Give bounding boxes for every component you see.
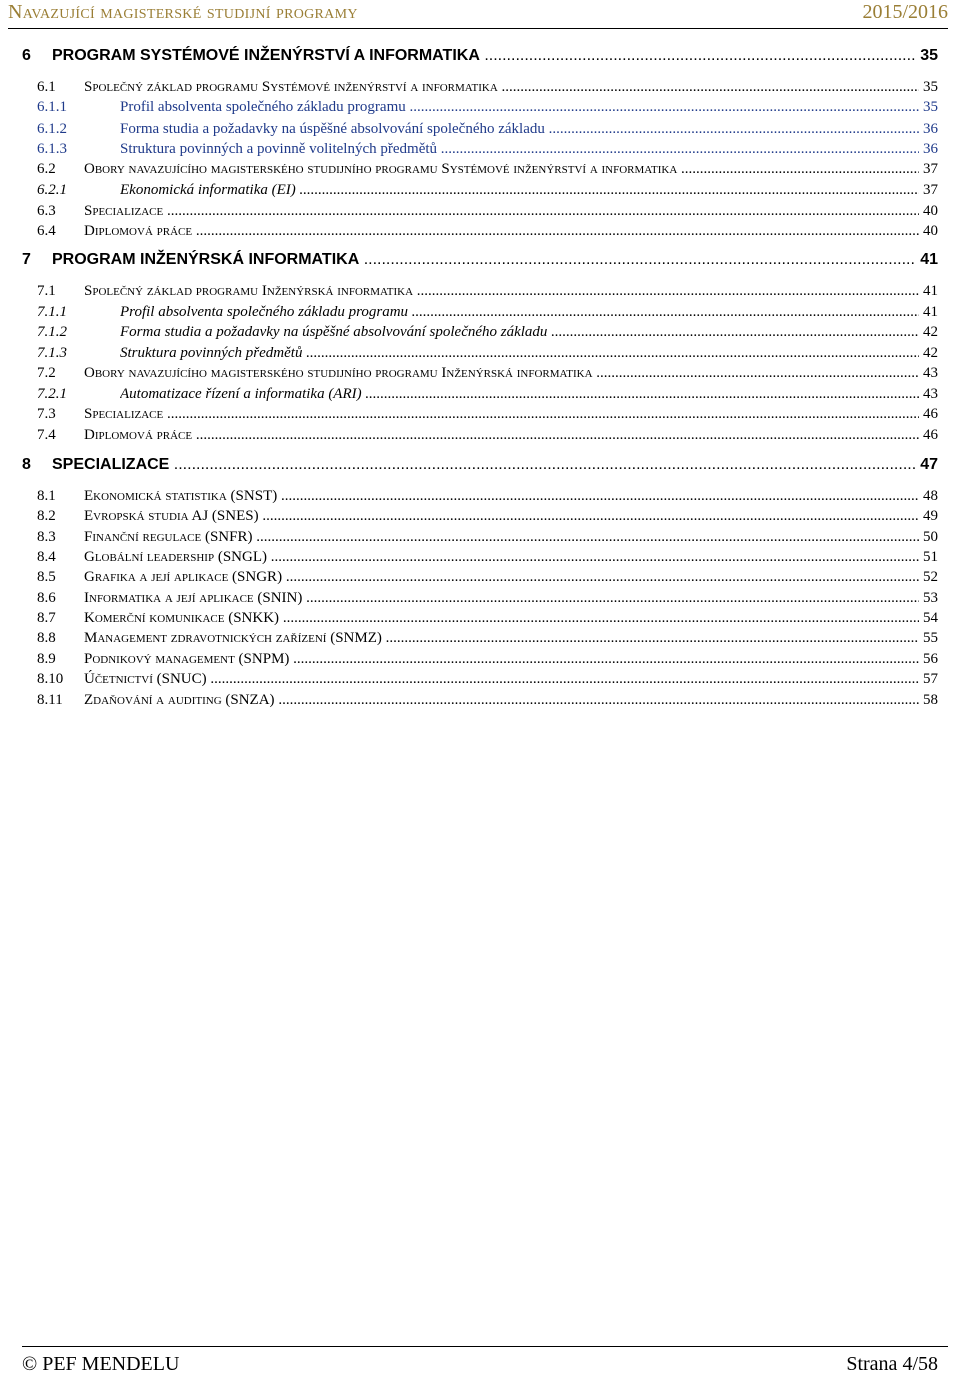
toc-entry-8-11[interactable] (0, 689, 960, 711)
toc-entry-6-1-3[interactable] (0, 138, 960, 160)
toc-entry-page: 36 (921, 118, 938, 140)
toc-entry-page: 35 (918, 45, 938, 67)
toc-entry-7-2[interactable] (0, 362, 960, 384)
toc-entry-number: 8.7 (37, 610, 56, 626)
toc-entry-page: 40 (921, 200, 938, 222)
toc-entry-page: 41 (921, 280, 938, 302)
toc-entry-title: Profil absolventa společného základu programu ..... (120, 301, 919, 323)
toc-entry-page: 43 (921, 383, 938, 405)
footer-copyright: © PEF MENDELU (22, 1353, 180, 1375)
toc-entry-title: Podnikový management (SNPM) ..... (84, 648, 919, 670)
toc-entry-page: 41 (921, 301, 938, 323)
toc-entry-page: 54 (921, 607, 938, 629)
toc-entry-number: 7.2 (37, 365, 56, 381)
toc-entry-page: 47 (918, 454, 938, 476)
toc-entry-number: 8 (22, 456, 31, 473)
toc-entry-number: 8.6 (37, 590, 56, 606)
toc-entry-title: Struktura povinných předmětů ..... (120, 342, 919, 364)
toc-entry-title: Informatika a její aplikace (SNIN) ..... (84, 587, 919, 609)
toc-entry-8-6[interactable] (0, 587, 960, 609)
toc-entry-6-2-1[interactable] (0, 179, 960, 201)
toc-entry-number: 8.3 (37, 529, 56, 545)
toc-entry-page: 50 (921, 526, 938, 548)
toc-entry-page: 35 (921, 96, 938, 118)
page-header (8, 0, 948, 29)
toc-entry-number: 8.2 (37, 508, 56, 524)
toc-entry-title: Globální leadership (SNGL) ..... (84, 546, 919, 568)
toc-entry-number: 6.1.2 (37, 121, 67, 137)
toc-entry-number: 7.1.3 (37, 345, 67, 361)
toc-entry-page: 42 (921, 321, 938, 343)
toc-entry-7-1-1[interactable] (0, 301, 960, 323)
toc-entry-title: Ekonomická informatika (EI) ..... (120, 179, 919, 201)
toc-entry-number: 8.10 (37, 671, 64, 687)
toc-entry-page: 53 (921, 587, 938, 609)
toc-entry-8-2[interactable] (0, 505, 960, 527)
toc-entry-6-1-1[interactable] (0, 96, 960, 118)
toc-entry-page: 41 (918, 249, 938, 271)
toc-entry-title: Specializace ..... (84, 200, 919, 222)
toc-entry-title: Diplomová práce ..... (84, 424, 919, 446)
toc-entry-title: Grafika a její aplikace (SNGR) ..... (84, 566, 919, 588)
toc-entry-page: 35 (921, 76, 938, 98)
toc-entry-6-3[interactable] (0, 200, 960, 222)
toc-entry-number: 7.2.1 (37, 386, 67, 402)
toc-entry-page: 40 (921, 220, 938, 242)
toc-entry-number: 6.3 (37, 203, 56, 219)
toc-entry-page: 37 (921, 158, 938, 180)
toc-entry-number: 6.1.1 (37, 99, 67, 115)
toc-entry-title: Komerční komunikace (SNKK) ..... (84, 607, 919, 629)
toc-entry-7-1-2[interactable] (0, 321, 960, 343)
toc-entry-8-1[interactable] (0, 485, 960, 507)
toc-entry-title: Společný základ programu Inženýrská informatika ..... (84, 280, 919, 302)
toc-entry-number: 8.11 (37, 692, 63, 708)
page-footer (22, 1346, 948, 1375)
toc-entry-number: 6.4 (37, 223, 56, 239)
toc-entry-title: Evropská studia AJ (SNES) ..... (84, 505, 919, 527)
toc-entry-page: 56 (921, 648, 938, 670)
toc-entry-8-7[interactable] (0, 607, 960, 629)
toc-entry-title: Finanční regulace (SNFR) ..... (84, 526, 919, 548)
toc-entry-page: 58 (921, 689, 938, 711)
toc-entry-6-2[interactable] (0, 158, 960, 180)
toc-entry-page: 46 (921, 424, 938, 446)
toc-entry-page: 37 (921, 179, 938, 201)
toc-entry-8-3[interactable] (0, 526, 960, 548)
header-document-title: Navazující magisterské studijní programy (8, 1, 358, 23)
toc-entry-title: Obory navazujícího magisterského studijního programu Systémové inženýrství a informatika ..... (84, 158, 919, 180)
toc-entry-number: 8.5 (37, 569, 56, 585)
toc-entry-8[interactable] (0, 454, 960, 476)
toc-entry-page: 51 (921, 546, 938, 568)
toc-entry-page: 57 (921, 668, 938, 690)
toc-entry-title: PROGRAM INŽENÝRSKÁ INFORMATIKA ..... (52, 249, 916, 271)
toc-entry-page: 49 (921, 505, 938, 527)
toc-entry-number: 7.4 (37, 427, 56, 443)
toc-entry-page: 43 (921, 362, 938, 384)
toc-entry-8-5[interactable] (0, 566, 960, 588)
toc-entry-6-4[interactable] (0, 220, 960, 242)
toc-entry-6-1-2[interactable] (0, 118, 960, 140)
toc-entry-number: 8.4 (37, 549, 56, 565)
toc-entry-page: 52 (921, 566, 938, 588)
toc-entry-number: 6.2 (37, 161, 56, 177)
toc-entry-number: 8.8 (37, 630, 56, 646)
toc-entry-7-1-3[interactable] (0, 342, 960, 364)
toc-entry-7[interactable] (0, 249, 960, 271)
toc-entry-title: Ekonomická statistika (SNST) ..... (84, 485, 919, 507)
toc-entry-title: SPECIALIZACE ..... (52, 454, 916, 476)
toc-entry-page: 36 (921, 138, 938, 160)
toc-entry-title: Zdaňování a auditing (SNZA) ..... (84, 689, 919, 711)
toc-entry-number: 7.3 (37, 406, 56, 422)
toc-entry-number: 8.1 (37, 488, 56, 504)
toc-entry-number: 7 (22, 251, 31, 268)
toc-entry-7-3[interactable] (0, 403, 960, 425)
toc-entry-page: 55 (921, 627, 938, 649)
toc-entry-number: 6.1 (37, 79, 56, 95)
toc-entry-title: PROGRAM SYSTÉMOVÉ INŽENÝRSTVÍ A INFORMATIKA ..... (52, 45, 916, 67)
toc-entry-8-4[interactable] (0, 546, 960, 568)
toc-entry-number: 6.2.1 (37, 182, 67, 198)
toc-entry-title: Automatizace řízení a informatika (ARI) ..... (120, 383, 919, 405)
toc-entry-title: Struktura povinných a povinně volitelných předmětů ..... (120, 138, 919, 160)
toc-entry-title: Forma studia a požadavky na úspěšné absolvování společného základu ..... (120, 321, 919, 343)
toc-entry-number: 6 (22, 47, 31, 64)
footer-page-number: Strana 4/58 (846, 1353, 938, 1375)
toc-entry-8-8[interactable] (0, 627, 960, 649)
header-academic-year: 2015/2016 (862, 1, 948, 23)
toc-entry-number: 7.1 (37, 283, 56, 299)
toc-entry-title: Specializace ..... (84, 403, 919, 425)
toc-entry-title: Účetnictví (SNUC) ..... (84, 668, 919, 690)
toc-entry-6-1[interactable] (0, 76, 960, 98)
toc-entry-6[interactable] (0, 45, 960, 67)
toc-entry-7-4[interactable] (0, 424, 960, 446)
toc-entry-8-10[interactable] (0, 668, 960, 690)
toc-entry-title: Profil absolventa společného základu programu ..... (120, 96, 919, 118)
toc-entry-8-9[interactable] (0, 648, 960, 670)
toc-entry-title: Forma studia a požadavky na úspěšné absolvování společného základu ..... (120, 118, 919, 140)
toc-entry-page: 46 (921, 403, 938, 425)
toc-entry-title: Management zdravotnických zařízení (SNMZ) ..... (84, 627, 919, 649)
toc-entry-7-2-1[interactable] (0, 383, 960, 405)
toc-entry-number: 7.1.2 (37, 324, 67, 340)
toc-entry-number: 7.1.1 (37, 304, 67, 320)
toc-entry-title: Obory navazujícího magisterského studijního programu Inženýrská informatika ..... (84, 362, 919, 384)
toc-entry-page: 42 (921, 342, 938, 364)
toc-entry-number: 6.1.3 (37, 141, 67, 157)
toc-entry-title: Společný základ programu Systémové inženýrství a informatika ..... (84, 76, 919, 98)
toc-entry-page: 48 (921, 485, 938, 507)
toc-entry-number: 8.9 (37, 651, 56, 667)
toc-entry-title: Diplomová práce ..... (84, 220, 919, 242)
toc-entry-7-1[interactable] (0, 280, 960, 302)
